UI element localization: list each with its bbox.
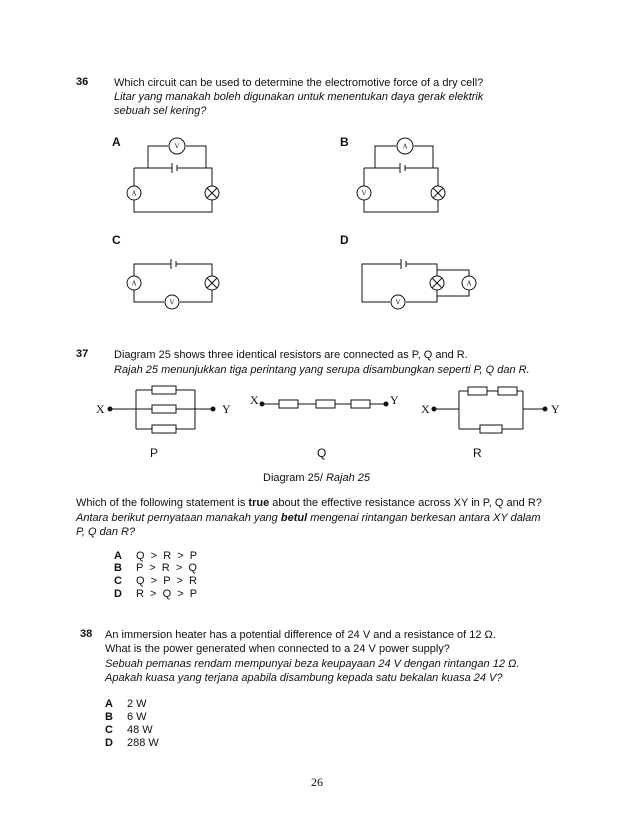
- q37-option-d[interactable]: D R > Q > P: [114, 588, 198, 600]
- diagram-caption: Diagram 25/ Rajah 25: [263, 472, 371, 484]
- q37-option-b[interactable]: B P > R > Q: [114, 562, 197, 574]
- label-p: P: [150, 446, 159, 460]
- resistor-r2: [498, 387, 517, 395]
- q38-stem-ms-1: Sebuah pemanas rendam mempunyai beza keupayaan 24 V dengan rintangan 12 Ω.: [105, 658, 520, 670]
- q36-stem-ms-2: sebuah sel kering?: [114, 105, 207, 117]
- resistor-p2: [152, 405, 176, 413]
- q37-option-a[interactable]: A Q > R > P: [114, 550, 198, 562]
- svg-text:V: V: [395, 298, 401, 307]
- q37-question-ms: Antara berikut pernyataan manakah yang betul mengenai rintangan berkesan antara XY dalam: [76, 512, 541, 524]
- q37-number: 37: [76, 348, 89, 360]
- q38-stem-ms-2: Apakah kuasa yang terjana apabila disambung kepada satu bekalan kuasa 24 V?: [105, 672, 503, 684]
- svg-text:A: A: [131, 189, 137, 198]
- q37-question-en: Which of the following statement is true about the effective resistance across XY in P, Q and R?: [76, 497, 542, 509]
- q38-option-a[interactable]: A 2 W: [105, 698, 147, 710]
- q38-option-c[interactable]: C 48 W: [105, 724, 153, 736]
- network-p: [108, 386, 215, 433]
- q36-stem-ms-1: Litar yang manakah boleh digunakan untuk menentukan daya gerak elektrik: [114, 91, 484, 103]
- q38-stem-en-1: An immersion heater has a potential difference of 24 V and a resistance of 12 Ω.: [105, 629, 496, 641]
- resistor-p3: [152, 425, 176, 433]
- r-terminal-y: Y: [551, 402, 560, 416]
- label-r: R: [473, 446, 482, 460]
- resistor-r1: [468, 387, 487, 395]
- svg-text:A: A: [402, 142, 408, 151]
- label-q: Q: [317, 446, 327, 460]
- svg-text:V: V: [174, 142, 180, 151]
- q38-option-b[interactable]: B 6 W: [105, 711, 147, 723]
- svg-text:V: V: [361, 189, 367, 198]
- resistor-p1: [152, 386, 176, 394]
- p-terminal-x: X: [96, 402, 105, 416]
- q36-stem-en: Which circuit can be used to determine the electromotive force of a dry cell?: [114, 77, 484, 89]
- q37-question-ms-2: P, Q dan R?: [76, 526, 136, 538]
- svg-text:V: V: [169, 298, 175, 307]
- p-terminal-y: Y: [222, 402, 231, 416]
- circuit-d-label: D: [340, 233, 349, 247]
- resistor-r3: [480, 425, 502, 433]
- r-terminal-x: X: [421, 402, 430, 416]
- svg-text:A: A: [131, 279, 137, 288]
- circuit-a-label: A: [112, 135, 121, 149]
- q-terminal-y: Y: [390, 393, 399, 407]
- circuit-c-label: C: [112, 233, 121, 247]
- circuit-b-label: B: [340, 135, 349, 149]
- q38-option-d[interactable]: D 288 W: [105, 737, 159, 749]
- resistor-q2: [316, 400, 335, 408]
- q37-stem-en: Diagram 25 shows three identical resistors are connected as P, Q and R.: [114, 349, 468, 361]
- q38-number: 38: [80, 628, 93, 640]
- q37-stem-ms: Rajah 25 menunjukkan tiga perintang yang serupa disambungkan seperti P, Q dan R.: [114, 364, 530, 376]
- q-terminal-x: X: [250, 393, 259, 407]
- page-number: 26: [311, 775, 323, 789]
- q38-stem-en-2: What is the power generated when connected to a 24 V power supply?: [105, 643, 450, 655]
- network-r: [432, 387, 547, 433]
- resistor-q1: [279, 400, 298, 408]
- svg-text:A: A: [466, 279, 472, 288]
- resistor-q3: [351, 400, 370, 408]
- q37-option-c[interactable]: C Q > P > R: [114, 575, 197, 587]
- network-q: [260, 400, 388, 408]
- q36-number: 36: [76, 76, 89, 88]
